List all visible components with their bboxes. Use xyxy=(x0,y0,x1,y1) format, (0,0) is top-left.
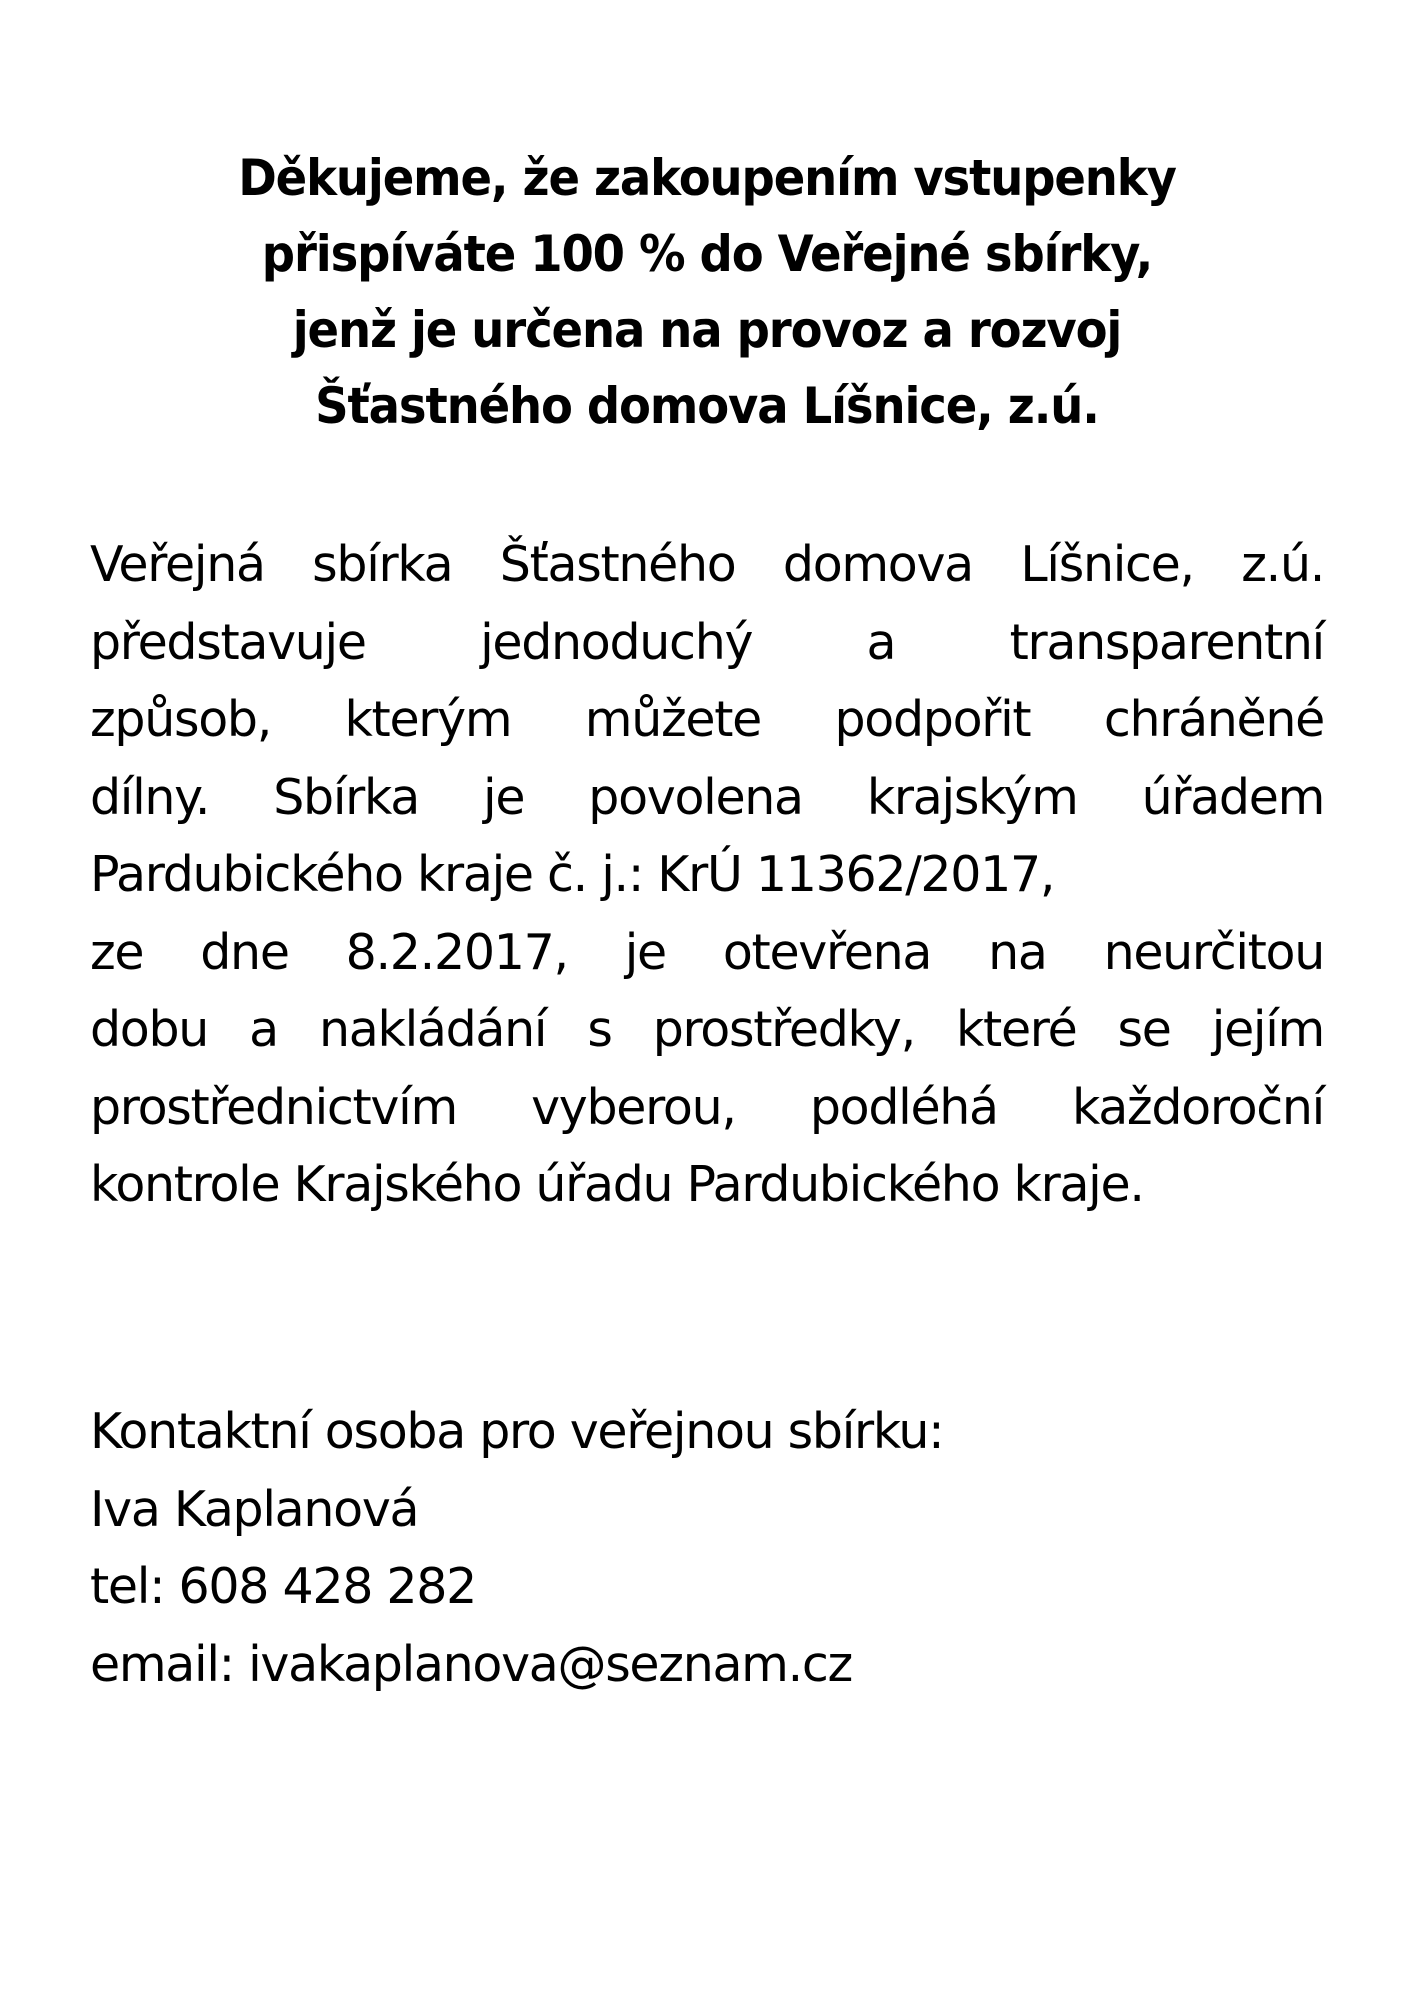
heading-line-1: Děkujeme, že zakoupením vstupenky xyxy=(238,149,1176,207)
body-line-2: představuje jednoduchý a transparentní xyxy=(90,613,1324,671)
body-line-7: dobu a nakládání s prostředky, které se jejím xyxy=(90,1001,1324,1058)
contact-email: email: ivakaplanova@seznam.cz xyxy=(90,1635,852,1693)
body-line-9: kontrole Krajského úřadu Pardubického kraje. xyxy=(90,1156,1144,1213)
body-line-4: dílny. Sbírka je povolena krajským úřadem xyxy=(90,768,1324,826)
heading-line-3: jenž je určena na provoz a rozvoj xyxy=(292,301,1122,359)
heading-line-4: Šťastného domova Líšnice, z.ú. xyxy=(315,377,1099,435)
contact-block xyxy=(90,1393,943,1703)
heading-line-2: přispíváte 100 % do Veřejné sbírky, xyxy=(261,225,1153,283)
body-line-8: prostřednictvím vyberou, podléhá každoroční xyxy=(90,1078,1324,1136)
body-line-1: Veřejná sbírka Šťastného domova Líšnice, z.ú. xyxy=(90,536,1324,593)
body-line-3: způsob, kterým můžete podpořit chráněné xyxy=(90,691,1324,748)
contact-label: Kontaktní osoba pro veřejnou sbírku: xyxy=(90,1403,944,1460)
collection-description xyxy=(90,526,1324,1224)
body-line-6: ze dne 8.2.2017, je otevřena na neurčitou xyxy=(90,923,1324,981)
contact-name: Iva Kaplanová xyxy=(90,1480,419,1538)
contact-phone: tel: 608 428 282 xyxy=(90,1558,476,1615)
body-line-5: Pardubického kraje č. j.: KrÚ 11362/2017, xyxy=(90,846,1055,903)
thank-you-heading xyxy=(0,140,1414,444)
